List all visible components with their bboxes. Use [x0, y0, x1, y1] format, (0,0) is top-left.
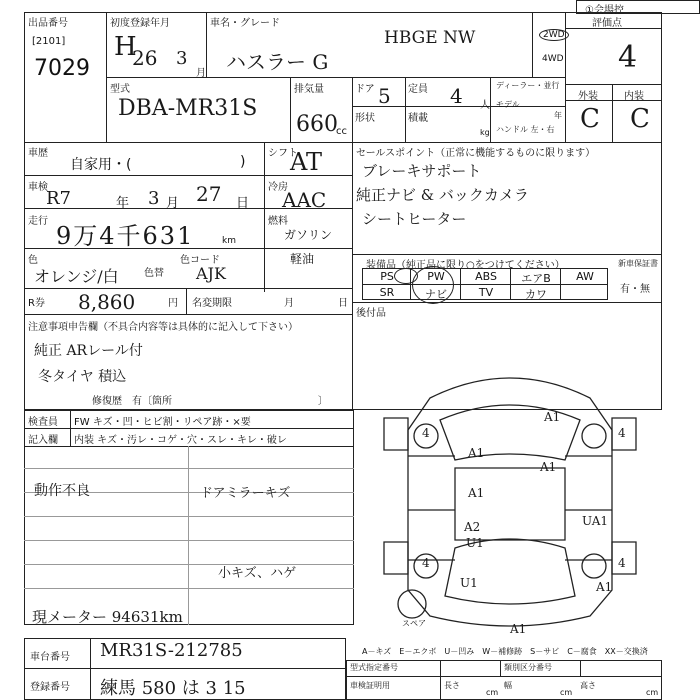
notes-line-1: 純正 ARレール付	[34, 343, 143, 359]
car-label: 車名・グレード	[210, 18, 280, 29]
exterior-label: 外装	[578, 91, 598, 102]
model-year-label: モデル	[496, 100, 520, 109]
registration-month: 月	[284, 298, 294, 309]
displacement-unit: cc	[336, 126, 347, 137]
mark-ua1: UA1	[582, 514, 609, 528]
length-cm: cm	[486, 688, 499, 697]
displacement-value: 660	[296, 112, 338, 137]
doors-label: ドア	[355, 84, 375, 95]
inspector-note-4: 現メーター 94631km	[32, 608, 183, 626]
circle-mark	[412, 266, 454, 304]
inspection-month-unit: 月	[166, 196, 180, 211]
warranty-label: 新車保証書	[618, 259, 658, 268]
inspector-note-2: ドアミラーキズ	[200, 486, 291, 501]
entry-fields: 内装 キズ・汚レ・コゲ・穴・スレ・キレ・破レ	[74, 435, 287, 446]
dealer-label: ディーラー・並行	[496, 81, 560, 90]
first-reg-month-unit: 月	[196, 68, 206, 79]
first-reg-year: 26	[132, 46, 158, 70]
model-code: DBA-MR31S	[118, 96, 258, 121]
mark-a1-5: A1	[596, 580, 613, 594]
sales-point-1: ブレーキサポート	[362, 162, 482, 180]
checker-label: 検査員	[28, 417, 58, 428]
car-diagram	[360, 360, 660, 640]
mark-a1-1: A1	[468, 446, 485, 460]
fuel-label: 燃料	[268, 216, 288, 227]
recycle-unit: 円	[168, 298, 178, 309]
equip-aw: AW	[576, 270, 594, 283]
equip-sr: SR	[379, 286, 395, 299]
damage-legend: A－キズ E－エクボ U－凹み W－補修跡 S－サビ C－腐食 XX－交換済	[362, 647, 648, 656]
fuel-diesel: 軽油	[290, 252, 315, 266]
recycle-value: 8,860	[78, 290, 136, 314]
height-cm: cm	[646, 688, 659, 697]
first-reg-month: 3	[176, 48, 188, 69]
load-label: 積載	[408, 113, 428, 124]
inspection-day-unit: 日	[236, 196, 250, 211]
usage-close: )	[240, 154, 246, 170]
mark-4-3: 4	[422, 556, 430, 570]
chassis-label: 車台番号	[30, 652, 70, 663]
lot-code: [2101]	[32, 36, 66, 47]
plate-value: 練馬 580 は 3 15	[100, 678, 246, 699]
warranty-value: 有・無	[620, 284, 650, 295]
plate-label: 登録番号	[30, 682, 70, 693]
repair-close: 〕	[318, 396, 328, 407]
model-year-unit: 年	[554, 111, 562, 120]
car-name: ハスラー G	[226, 50, 329, 74]
inspector-note-3: 小キズ、ハゲ	[218, 566, 297, 581]
capacity-unit: 人	[480, 100, 490, 111]
mileage-label: 走行	[28, 216, 48, 227]
grade-score: 4	[618, 40, 638, 75]
mark-a1-6: A1	[510, 622, 527, 636]
notes-line-2: 冬タイヤ 積込	[38, 369, 127, 385]
equipment-label: 装備品（純正品に限り○をつけてください）	[366, 260, 565, 271]
inspection-label: 車検	[28, 182, 48, 193]
usage-label: 車歴	[28, 148, 48, 159]
handle-label: ハンドル 左・右	[496, 125, 555, 134]
recycle-label: R券	[28, 298, 45, 309]
color-change-label: 色替	[144, 268, 164, 279]
equip-airbag: エアB	[521, 272, 551, 285]
mark-u1-1: U1	[466, 536, 484, 550]
drive-2wd: 2WD	[539, 29, 569, 41]
displacement-label: 排気量	[294, 84, 324, 95]
capacity-value: 4	[450, 84, 463, 108]
registration-day: 日	[338, 298, 348, 309]
equip-abs: ABS	[475, 270, 497, 283]
grade-label: 評価点	[592, 18, 622, 29]
mark-4-1: 4	[422, 426, 430, 440]
inspection-day: 27	[196, 182, 222, 206]
venue-label: ①会場控	[585, 5, 624, 16]
inspector-note-1: 動作不良	[34, 483, 90, 499]
mark-a1-3: A1	[540, 460, 557, 474]
width-cm: cm	[560, 688, 573, 697]
inspection-year-unit: 年	[116, 196, 130, 211]
first-reg-era: H	[114, 32, 137, 62]
capacity-label: 定員	[408, 84, 428, 95]
sales-point-2: 純正ナビ & バックカメラ	[356, 186, 529, 204]
height-label: 高さ	[580, 681, 596, 690]
aircon-label: 冷房	[268, 182, 288, 193]
equip-ps: PS	[380, 270, 394, 283]
spare-label: スペア	[402, 619, 426, 628]
type-num-label: 型式指定番号	[350, 663, 398, 672]
checker-fields: FW キズ・凹・ヒビ割・リペア跡・×要	[74, 417, 251, 428]
usage-value: 自家用・(	[70, 157, 132, 173]
equip-tv: TV	[478, 286, 494, 299]
drive-4wd: 4WD	[542, 54, 564, 64]
length-label: 長さ	[444, 681, 460, 690]
notes-label: 注意事項申告欄（不具合内容等は具体的に記入して下さい）	[28, 322, 298, 333]
inspection-month: 3	[148, 188, 160, 209]
equip-pw: PW	[427, 270, 445, 283]
aftermarket-label: 後付品	[356, 308, 386, 319]
mark-a1-2: A1	[544, 410, 561, 424]
exterior-value: C	[580, 104, 600, 134]
model-label: 型式	[110, 84, 130, 95]
color-label: 色	[28, 255, 38, 266]
width-label: 幅	[504, 681, 512, 690]
mark-a2: A2	[464, 520, 481, 534]
mark-a1-4: A1	[468, 486, 485, 500]
load-unit: kg	[480, 128, 490, 137]
transmission-label: シフト	[268, 148, 298, 159]
chassis-value: MR31S-212785	[100, 640, 243, 661]
mark-4-2: 4	[618, 426, 626, 440]
sales-point-3: シートヒーター	[362, 210, 467, 228]
color-code: AJK	[196, 264, 226, 283]
class-num-label: 類別区分番号	[504, 663, 552, 672]
lot-number: 7029	[34, 56, 90, 81]
aircon-value: AAC	[282, 188, 327, 212]
inspection-era: R7	[46, 188, 72, 209]
entry-label: 記入欄	[28, 435, 58, 446]
mileage-value: 9万4千631	[56, 222, 195, 250]
interior-label: 内装	[624, 91, 644, 102]
mark-4-4: 4	[618, 556, 626, 570]
registration-limit-label: 名変期限	[192, 298, 232, 309]
first-reg-label: 初度登録年月	[110, 18, 170, 29]
color-value: オレンジ/白	[34, 267, 119, 286]
fuel-gasoline: ガソリン	[284, 228, 333, 242]
mileage-unit: km	[222, 236, 236, 246]
len-ref-label: 車検証明用	[350, 681, 390, 690]
repair-label: 修復歴 有〔箇所	[92, 396, 172, 407]
mark-u1-2: U1	[460, 576, 478, 590]
interior-value: C	[630, 104, 650, 134]
circle-mark	[394, 268, 418, 284]
equip-navi: ナビ	[425, 288, 447, 301]
transmission-value: AT	[290, 148, 323, 176]
sales-points-label: セールスポイント（正常に機能するものに限ります）	[356, 148, 596, 159]
lot-label: 出品番号	[28, 18, 68, 29]
engine-code: HBGE NW	[384, 28, 476, 48]
color-code-label: 色コード	[180, 255, 220, 266]
doors-value: 5	[378, 84, 391, 108]
equip-leather: カワ	[525, 288, 547, 301]
shape-label: 形状	[355, 113, 375, 124]
